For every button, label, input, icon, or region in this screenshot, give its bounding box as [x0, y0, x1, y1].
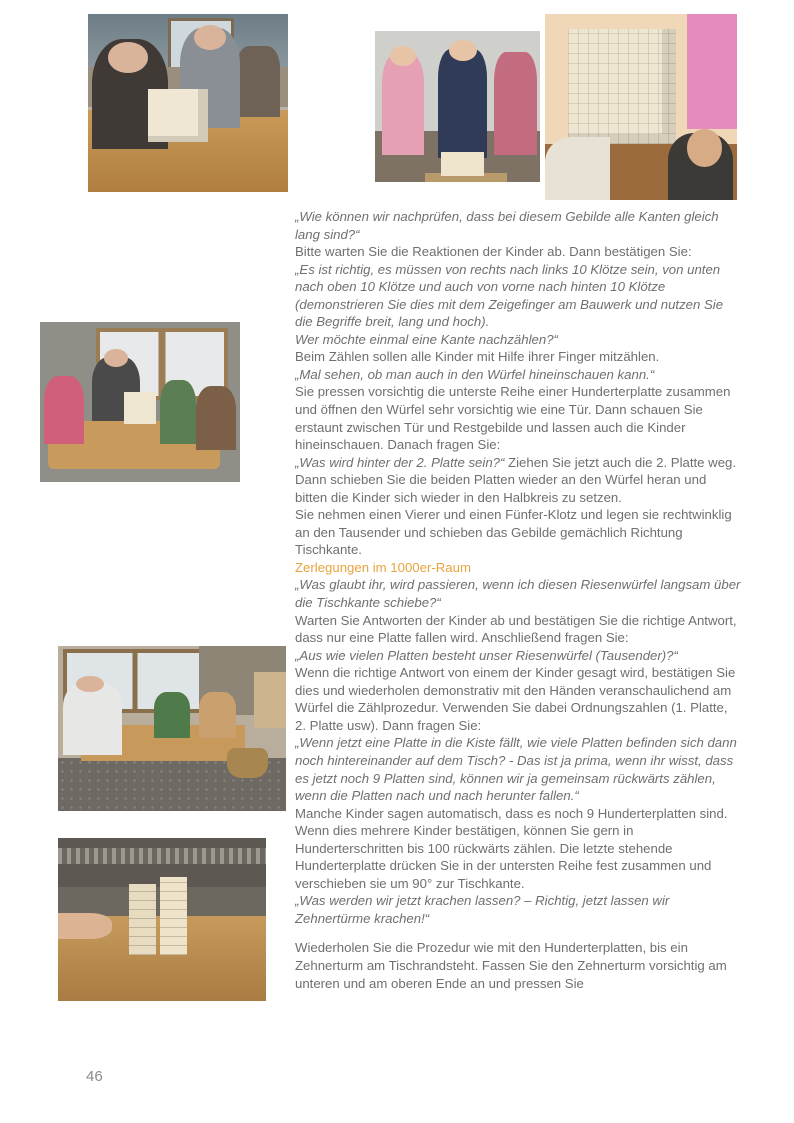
- paragraph-13: „Aus wie vielen Platten besteht unser Riesenwürfel (Tausender)?“: [295, 647, 678, 663]
- paragraph-15: „Wenn jetzt eine Platte in die Kiste fällt, wie viele Platten befinden sich dann noch hintereinander auf dem Tisch? - Das ist ja prima, wenn ihr wisst, dass es jetzt noch 9 Platten sind, können wir ja gemeinsam rückwärts zählen, wenn die Platten nach und nach herunter fallen.“: [295, 735, 737, 804]
- paragraph-10: Sie nehmen einen Vierer und einen Fünfer-Klotz und legen sie rechtwinklig an den Tausender und schieben das Gebilde gemächlich Richtung Tischkante.: [295, 507, 732, 558]
- paragraph-12: Warten Sie Antworten der Kinder ab und bestätigen Sie die richtige Antwort, dass nur eine Platte fallen wird. Anschließend fragen Sie:: [295, 612, 737, 646]
- section-heading: Zerlegungen im 1000er-Raum: [295, 559, 471, 575]
- paragraph-17: „Was werden wir jetzt krachen lassen? – Richtig, jetzt lassen wir Zehnertürme krachen!“: [295, 893, 670, 926]
- photo-children-standing: [375, 31, 540, 182]
- paragraph-18: Wiederholen Sie die Prozedur wie mit den Hunderterplatten, bis ein Zehnerturm am Tischrandsteht. Fassen Sie den Zehnerturm vorsichtig am unteren und am oberen Ende an und pressen Sie: [295, 940, 727, 991]
- photo-big-cube-closeup: [545, 14, 737, 200]
- paragraph-2: Bitte warten Sie die Reaktionen der Kinder ab. Dann bestätigen Sie:: [295, 244, 692, 260]
- paragraph-8-9: [295, 454, 741, 507]
- photo-group-table: [40, 322, 240, 482]
- photo-plates-tower: [58, 838, 266, 1001]
- paragraph-3: „Es ist richtig, es müssen von rechts nach links 10 Klötze sein, von unten nach oben 10 Klötze und auch von vorne nach hinten 10 Klötze (demonstrieren Sie dies mit dem Zeigefinger am Bauwerk und nutzen Sie die Begriffe breit, lang und hoch).: [295, 261, 724, 330]
- paragraph-4: Wer möchte einmal eine Kante nachzählen?“: [295, 331, 558, 347]
- body-text-column: [295, 208, 741, 992]
- paragraph-11: „Was glaubt ihr, wird passieren, wenn ich diesen Riesenwürfel langsam über die Tischkante schiebe?“: [295, 577, 741, 611]
- paragraph-6: „Mal sehen, ob man auch in den Würfel hineinschauen kann.“: [295, 366, 655, 382]
- paragraph-7: Sie pressen vorsichtig die unterste Reihe einer Hunderterplatte zusammen und öffnen den Würfel sehr vorsichtig wie eine Tür. Dann schauen Sie erstaunt zwischen Tür und Restgebilde und lassen auch die Kinder hineinschauen. Danach fragen Sie:: [295, 384, 731, 453]
- photo-teacher-push: [58, 646, 286, 811]
- paragraph-14: Wenn die richtige Antwort von einem der Kinder gesagt wird, bestätigen Sie dies und wiederholen demonstrativ mit den Händen veranschaulichend am Würfel die Zählprozedur. Verwenden Sie dabei Ordnungszahlen (1. Platte, 2. Platte usw). Dann fragen Sie:: [295, 665, 736, 733]
- quote-8: „Was wird hinter der 2. Platte sein?“: [295, 454, 505, 470]
- paragraph-5: Beim Zählen sollen alle Kinder mit Hilfe ihrer Finger mitzählen.: [295, 349, 660, 365]
- paragraph-16: Manche Kinder sagen automatisch, dass es noch 9 Hunderterplatten sind. Wenn dies mehrere Kinder bestätigen, können Sie gern in Hunderterschritten bis 100 rückwärts zählen. Die letzte stehende Hunderterplatte drücken Sie in der untersten Reihe fest zusammen und verschieben sie um 90° zur Tischkante.: [295, 805, 728, 891]
- paragraph-9: Ziehen Sie jetzt auch die 2. Platte weg. Dann schieben Sie die beiden Platten wieder an den Würfel heran und bitten die Kinder sich wieder in den Halbkreis zu setzen.: [295, 454, 737, 505]
- photo-teacher-boy-cube: [88, 14, 288, 192]
- page-number: 46: [86, 1068, 103, 1085]
- paragraph-1: „Wie können wir nachprüfen, dass bei diesem Gebilde alle Kanten gleich lang sind?“: [295, 209, 719, 242]
